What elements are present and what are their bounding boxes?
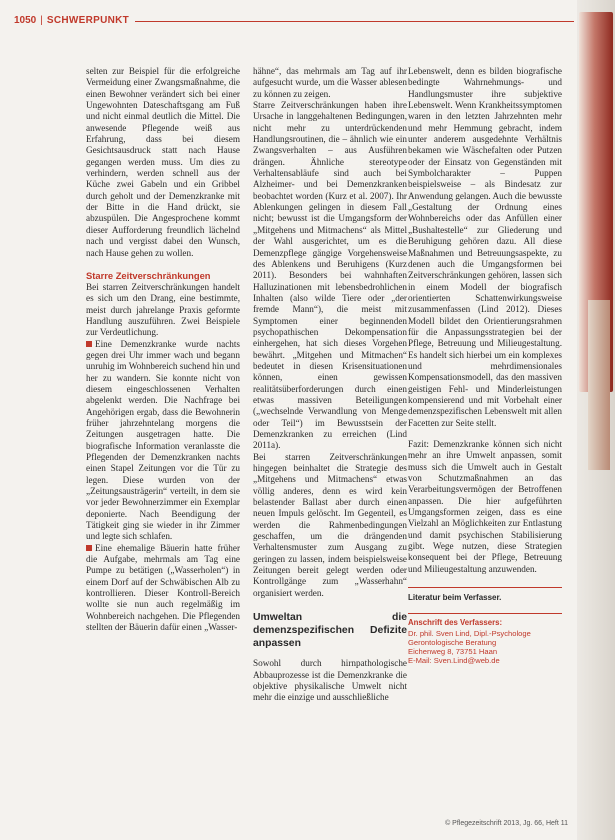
tab-shadow-decoration [588,300,610,470]
header-separator: | [40,14,43,26]
paragraph: Bei starren Zeitverschränkungen hingegen beinhaltet die Strategie des „Mitgehens und Mitmachens“ etwas völlig anderes, denn es wird kein belastender Ballast aber durch einen neuen Impuls gelöscht. Im Gegenteil, es werden die Rahmenbedingungen geschaffen, um die drängenden Verhaltensmuster zum Ausgang zu geringen zu lassen, indem beispielsweise Zeitungen bereit gelegt werden oder Kontrollgänge zum „Wasserhahn“ organisiert werden. [253,451,407,598]
column-3 [408,66,562,666]
author-address [408,629,562,666]
bullet-square-icon [86,545,92,551]
paragraph: Bei starren Zeitverschränkungen handelt es sich um den Drang, eine bestimmte, meist durch jahrelange Praxis geformte Handlung auszuführen. Zwei Beispiele zur Verdeutlichung. [86,281,240,338]
bullet-square-icon [86,341,92,347]
page-footer: © Pflegezeitschrift 2013, Jg. 66, Heft 11 [445,820,568,827]
section-title: SCHWERPUNKT [46,14,130,26]
address-line: Dr. phil. Sven Lind, Dipl.-Psychologe [408,628,531,638]
bullet-text: Eine Demenzkranke wurde nachts gegen drei Uhr immer wach und begann unruhig im Wohnbereich suchend hin und her zu wandern. Sie konnte nicht von diesem eingeschlossenen Verhalten abgelenkt werden. Die Nachfrage bei Angehörigen ergab, dass die Bewohnerin früher jahrzehntelang morgens die Zeitungen ausgetragen hatte. Die biografische Information veranlasste die Pflegenden der Demenzkranken nachts einen Stapel Zeitungen vor die Tür zu legen. Diese wurden von der „Zeitungsausträgerin“ verteilt, in dem sie vor jeder Bewohnerzimmer ein Exemplar deponierte. Nach Beendigung der Tätigkeit ging sie wieder in ihr Zimmer und legte sich schlafen. [86,338,240,542]
bullet-paragraph [86,339,240,543]
page-number: 1050 [14,14,37,26]
column-1 [86,66,240,634]
literature-note: Literatur beim Verfasser. [408,587,562,603]
paragraph: Sowohl durch hirnpathologische Abbauprozesse ist die Demenzkranke die objektive physikalische Umwelt nicht mehr die einzige und ausschließliche [253,658,407,703]
page-header [14,13,574,27]
page-edge-sideband [577,0,615,840]
subheading-starre-zeitverschraenkungen: Starre Zeitverschränkungen [86,269,211,281]
conclusion-paragraph: Fazit: Demenzkranke können sich nicht mehr an ihre Umwelt anpassen, somit muss sich die Umwelt auch in Gestalt von Schutzmaßnahmen an das Verarbeitungsvermögen der Betroffenen anpassen. Die hier aufgeführten Umgangsformen zeigen, dass es eine Vielzahl an Möglichkeiten zur Entlastung und damit psychischen Stabilisierung gibt. Wege nutzen, diese Strategien konsequent bei der Pflege, Betreuung und Milieugestaltung anzuwenden. [408,439,562,574]
author-address-heading: Anschrift des Verfassers: [408,613,562,628]
address-line: Eichenweg 8, 73751 Haan [408,647,498,657]
paragraph: selten zur Beispiel für die erfolgreiche Vermeidung einer Zwangsmaßnahme, die einen Bewohner verändert sich bei einer Ungewohnten Dateschaftsgang am Fuß und nicht einmal deutlich die Mittel. Die anwesende Pflegende weiß aus Erfahrung, dass bei diesem Gesichtsausdruck statt nach Hause gegangen werden muss. Um dies zu verhindern, werden schnell aus der Küche zwei Gabeln und ein Gribbel durch geholt und der Demenzkranke mit der Bitte in die Hand drückt, sie abzuspülen. Die Angesprochene kommt dieser Aufforderung freundlich lächelnd nach und vergisst dabei den Wunsch, nach Hause gehen zu wollen. [86,66,240,258]
subheading-umwelt-anpassen: Umweltan die demenzspezifischen Defizite anpassen [253,612,407,650]
paragraph: hähne“, das mehrmals am Tag auf ihr aufgesucht wurde, um die Wasser ablesen zu können zu zeigen. [253,66,407,99]
address-line: Gerontologische Beratung [408,638,497,648]
paragraph: Starre Zeitverschränkungen haben ihre Ursache in langgehaltenen Bedingungen, nicht mehr zu unterdrückenden Handlungsroutinen, die – ähnlich wie ein Zwangsverhalten – aus Ausführen drängen. Ähnliche stereotype Verhaltensabläufe sind auch bei Alzheimer- und bei Demenzkranken beobachtet worden (Kurz et al. 2007). Ihr Ablenkungen gelingen in diesem Fall nicht; bewusst ist die Umgangsform der „Mitgehens und Mitmachens“ als Mittel der Wahl ausgerichtet, um es die Demenzpflege gängige Vorgehensweise des Ablenkens und Beruhigens (Kurz 2011). Besonders bei wahnhaften Halluzinationen mit lebensbedrohlichen Inhalten (also wilde Tiere oder „der fremde Mann“), die meist mit Symptomen einer beginnenden psychopathischen Dekompensation einhergehen, hat sich dieses Vorgehen bewährt. „Mitgehen und Mitmachen“ bedeutet in diesen Krisensituationen können, einen gewissen realitätsüberforderungen durch einen etwas massiven Beteiligungen („wechselnde Verwandlung von Menge oder Teil“) im Bewusstsein der Demenzkranken zu erreichen (Lind 2011a). [253,100,407,451]
paragraph: Lebenswelt, denn es bilden biografische bedingte Wahrnehmungs- und Handlungsmuster ihre subjektive Lebenswelt. Wenn Krankheitssymptomen waren in den letzten Jahrzehnten mehr und mehr Hemmung gebracht, indem unter anderem ausgedehnte Verhältnis bekamen wie Wäschefalten oder Putzen oder der Einsatz von Gegenständen mit Symbolcharakter – Puppen beispielsweise – als Bindesatz zur Anwendung gelangen. Auch die bewusste „Gestaltung der Ordnung eines Wohnbereichs oder das Anfüllen einer „Bushaltestelle“ zur Gliederung und Beruhigung gehören dazu. All diese Maßnahmen und Betreuungsaspekte, zu denen auch die Umgangsformen bei Zeitverschränkungen gehören, lassen sich in einem Modell der biografisch orientierten Schattenwirkungsweise zusammenfassen (Lind 2012). Dieses Modell bildet den Orientierungsrahmen für die Anpassungsstrategien bei der Pflege, Betreuung und Milieugestaltung. Es handelt sich hierbei um ein komplexes und mehrdimensionales Kompensationsmodell, das den massiven geistigen Fehl- und Minderleistungen kompensierend und mit Vorbehalt einer demenzspezifischen Lebenswelt mit allen Facetten zur Seite stellt. [408,66,562,428]
header-rule [135,21,574,22]
address-line: E-Mail: Sven.Lind@web.de [408,656,500,666]
column-2 [253,66,407,704]
bullet-text: Eine ehemalige Bäuerin hatte früher die Aufgabe, mehrmals am Tag eine Pumpe zu betätigen („Wasserholen“) in einem Dorf auf der Schwäbischen Alb zu kontrollieren. Dieser Kontroll-Bereich wollte sie nun auch regelmäßig im Wohnbereich nachgehen. Die Pflegenden stellten der Bäuerin dafür einen „Wasser- [86,542,240,633]
bullet-paragraph [86,543,240,634]
